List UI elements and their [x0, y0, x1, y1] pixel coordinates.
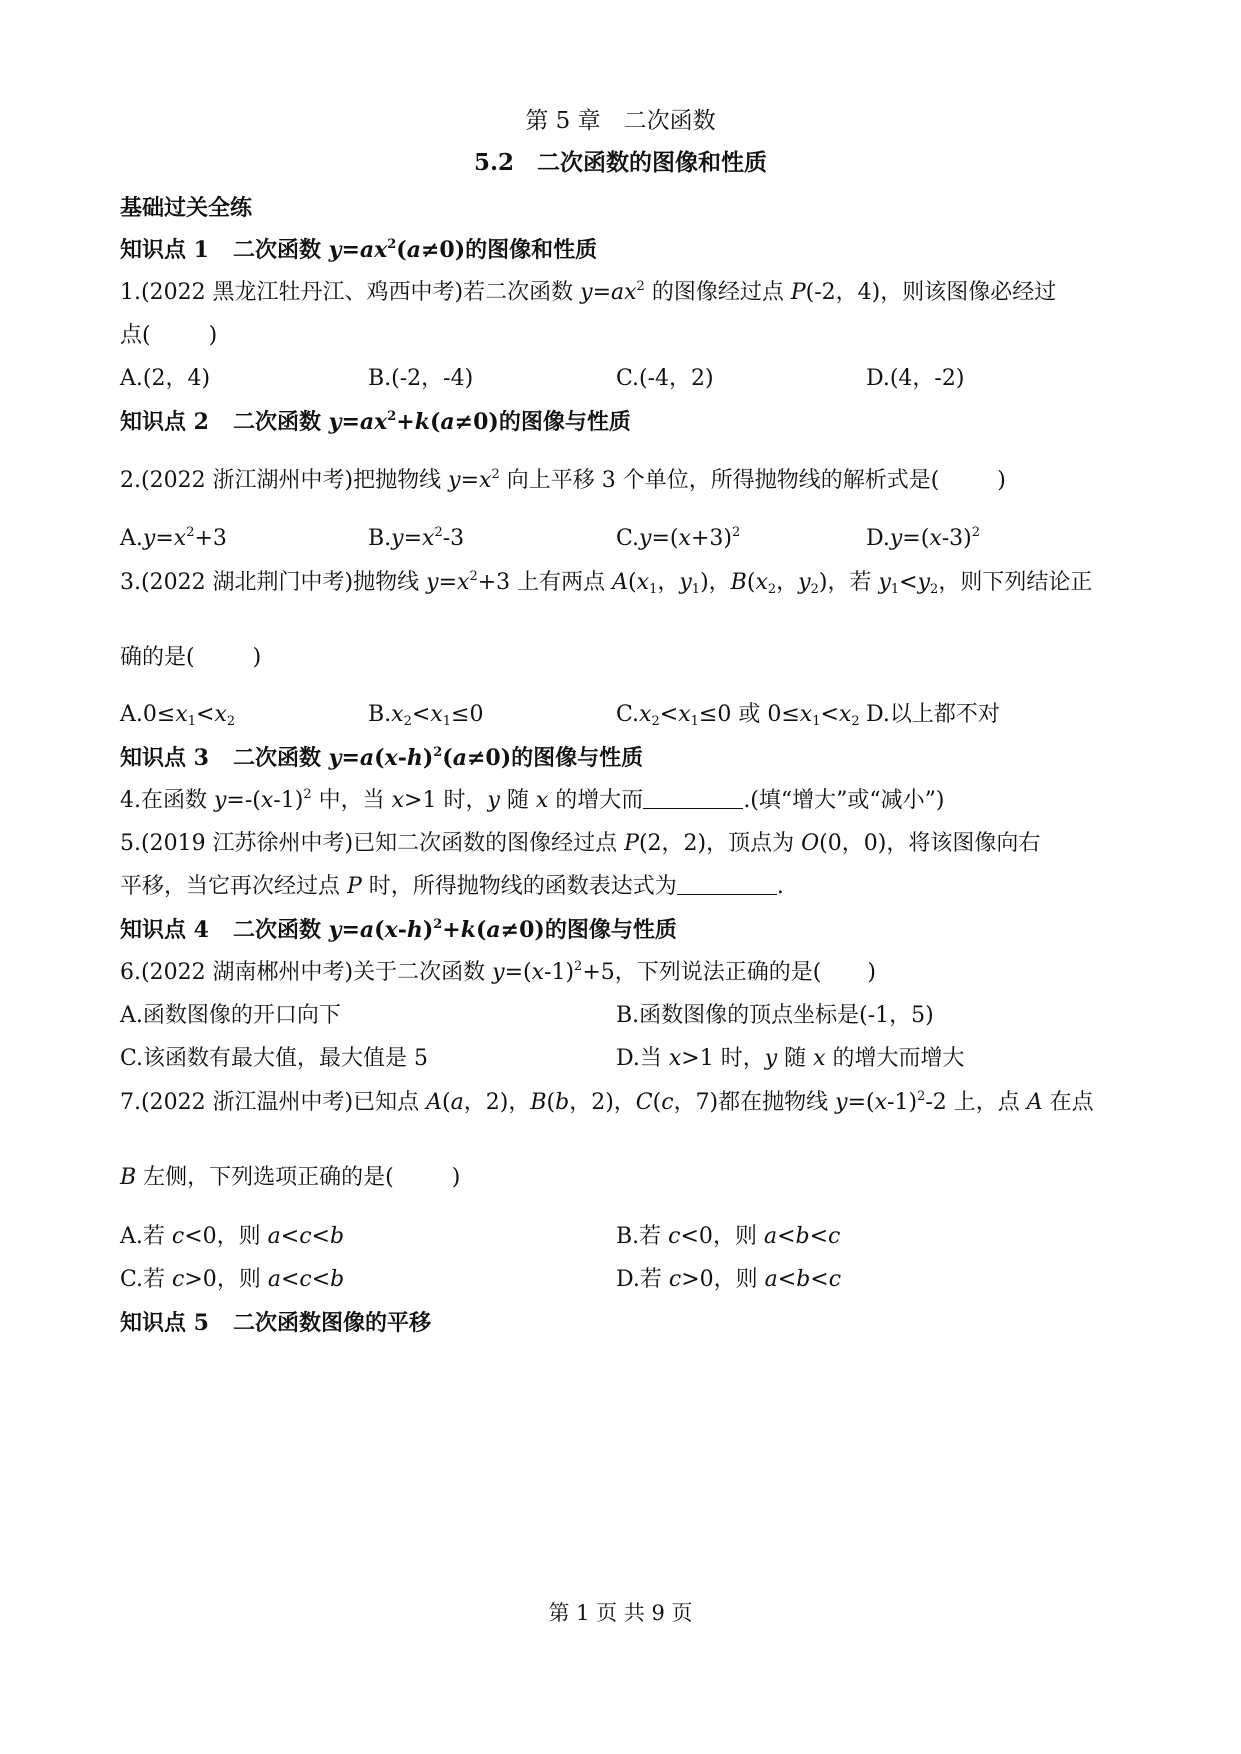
q7-option-b: B.若 c<0，则 a<b<c — [616, 1224, 841, 1249]
q1-option-b: B.(-2，-4) — [368, 366, 474, 391]
q3-option-c: $C.x_2<x_1\le 0$ 或 $0\le x_1<x_2$ — [616, 702, 860, 729]
section-title: 5.2 二次函数的图像和性质 — [473, 149, 767, 176]
knowledge-point-5: 知识点 5 二次函数图像的平移 — [120, 1310, 431, 1336]
q7-option-c: C.若 c>0，则 a<c<b — [120, 1267, 345, 1292]
q3-option-a: $A.0\le x_1<x_2$ — [120, 702, 236, 729]
question-3-line2: 确的是( ) — [120, 645, 262, 670]
q1-option-c: C.(-4，2) — [616, 366, 714, 391]
q3-option-b: $B.x_2<x_1\le 0$ — [368, 702, 484, 729]
q2-option-b: $B.y=x^2-3$ — [368, 525, 465, 551]
page-footer: 第 1 页 共 9 页 — [548, 1601, 693, 1625]
q2-option-c: $C.y=(x+3)^2$ — [616, 525, 741, 551]
knowledge-point-1: 知识点 1 二次函数 $y=ax^2(a\ne 0)$的图像和性质 — [120, 237, 598, 263]
q7-option-a: A.若 c<0，则 a<c<b — [120, 1224, 345, 1249]
question-6: 6.(2022 湖南郴州中考)关于二次函数 $y=(x-1)^2+5$，下列说法正确的是( ) — [120, 959, 876, 985]
knowledge-point-4: 知识点 4 二次函数 $y=a(x-h)^2+k(a\ne 0)$的图像与性质 — [120, 917, 677, 943]
q4-answer-blank[interactable] — [643, 786, 743, 809]
question-7-line2: B 左侧，下列选项正确的是( ) — [120, 1165, 461, 1190]
practice-header: 基础过关全练 — [120, 195, 253, 221]
q6-option-d: D.当 x>1 时，y 随 x 的增大而增大 — [616, 1046, 965, 1071]
q6-option-b: B.函数图像的顶点坐标是(-1，5) — [616, 1003, 934, 1028]
q1-option-d: D.(4，-2) — [866, 366, 965, 391]
q2-option-a: $A.y=x^2+3$ — [120, 525, 227, 551]
question-2: 2.(2022 浙江湖州中考)把抛物线 $y=x^2$ 向上平移 3 个单位，所得抛物线的解析式是( ) — [120, 467, 1006, 493]
q5-answer-blank[interactable] — [677, 872, 777, 895]
knowledge-point-2: 知识点 2 二次函数 $y=ax^2+k(a\ne 0)$的图像与性质 — [120, 409, 631, 435]
q6-option-a: A.函数图像的开口向下 — [120, 1003, 341, 1028]
q6-option-c: C.该函数有最大值，最大值是 5 — [120, 1046, 429, 1071]
q2-option-d: $D.y=(x-3)^2$ — [866, 525, 981, 551]
question-3: 3.(2022 湖北荆门中考)抛物线 $y=x^2+3$ 上有两点 $A(x_1$，$y_1$)，$B(x_2$，$y_2$)，若 $y_1<y_2$，则下列结论正 — [120, 569, 1093, 597]
knowledge-point-3: 知识点 3 二次函数 $y=a(x-h)^2(a\ne 0)$的图像与性质 — [120, 745, 644, 771]
question-7: 7.(2022 浙江温州中考)已知点 A(a，2)，B(b，2)，C(c，7)都在抛物线 $y=(x-1)^2-2$ 上，点 A 在点 — [120, 1089, 1094, 1115]
q7-option-d: D.若 c>0，则 a<b<c — [616, 1267, 842, 1292]
question-5: 5.(2019 江苏徐州中考)已知二次函数的图像经过点 P(2，2)，顶点为 O(0，0)，将该图像向右 — [120, 831, 1041, 856]
chapter-title: 第 5 章 二次函数 — [525, 108, 716, 134]
question-5-line2: 平移，当它再次经过点 P 时，所得抛物线的函数表达式为 . — [120, 874, 784, 899]
q3-option-d: D.以上都不对 — [866, 702, 1000, 727]
question-4: 4.在函数 $y=-(x-1)^2$ 中，当 x>1 时，y 随 x 的增大而 .(填“增大”或“减小”) — [120, 787, 945, 813]
question-1-line2: 点( ) — [120, 323, 218, 348]
question-1: 1.(2022 黑龙江牡丹江、鸡西中考)若二次函数 $y=ax^2$ 的图像经过点 P(-2，4)，则该图像必经过 — [120, 279, 1057, 305]
q1-option-a: A.(2，4) — [120, 366, 211, 391]
